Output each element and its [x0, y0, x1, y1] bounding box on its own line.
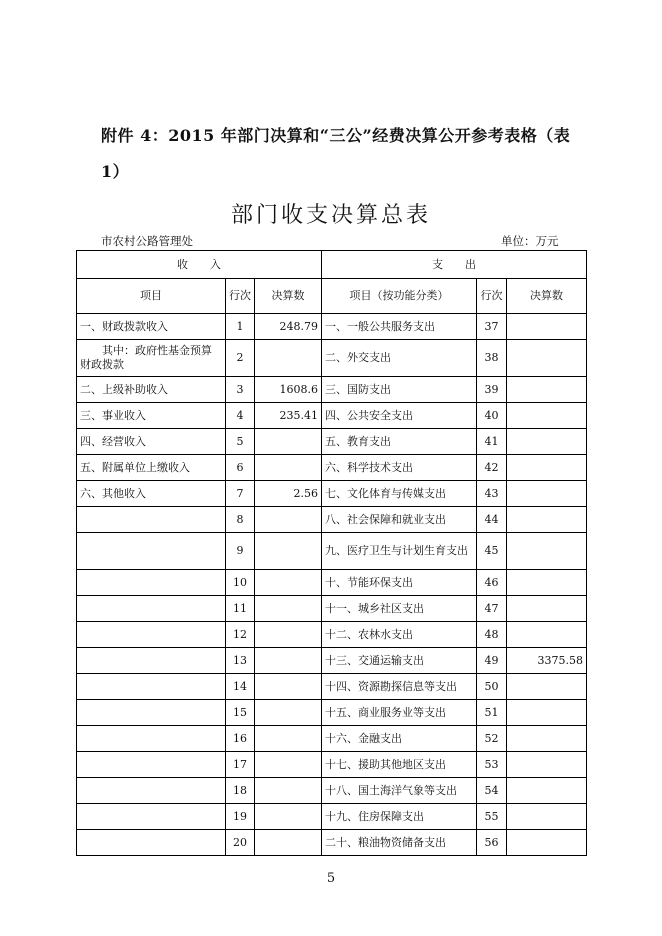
expense-row-no: 53 [477, 752, 507, 778]
page-number: 5 [326, 871, 336, 886]
income-item: 六、其他收入 [77, 481, 226, 507]
expense-row-no: 38 [477, 340, 507, 377]
income-amount [255, 674, 322, 700]
table-row [77, 752, 587, 778]
table-row [77, 314, 587, 340]
income-header: 收 入 [77, 251, 322, 279]
table-row [77, 830, 587, 856]
table-row [77, 507, 587, 533]
expense-row-no: 43 [477, 481, 507, 507]
income-amount [255, 533, 322, 570]
income-row-no: 1 [226, 314, 255, 340]
expense-amount [507, 533, 587, 570]
expense-row-no: 39 [477, 377, 507, 403]
expense-amount [507, 674, 587, 700]
expense-amount [507, 804, 587, 830]
table-row [77, 340, 587, 377]
income-amount [255, 429, 322, 455]
table-row [77, 596, 587, 622]
expense-amount [507, 377, 587, 403]
income-amount [255, 648, 322, 674]
income-item [77, 726, 226, 752]
income-row-no: 11 [226, 596, 255, 622]
income-row-no: 17 [226, 752, 255, 778]
income-item [77, 570, 226, 596]
table-body [77, 251, 587, 856]
expense-row-no: 40 [477, 403, 507, 429]
col-item: 项目 [77, 279, 226, 314]
expense-header: 支 出 [322, 251, 587, 279]
income-row-no: 18 [226, 778, 255, 804]
income-row-no: 4 [226, 403, 255, 429]
table-row [77, 570, 587, 596]
table-row [77, 377, 587, 403]
expense-item: 三、国防支出 [322, 377, 477, 403]
table-row [77, 674, 587, 700]
expense-row-no: 52 [477, 726, 507, 752]
income-amount [255, 778, 322, 804]
income-row-no: 19 [226, 804, 255, 830]
income-item [77, 752, 226, 778]
unit-label: 单位：万元 [501, 234, 559, 248]
section-header-row [77, 251, 587, 279]
income-item [77, 778, 226, 804]
income-amount: 248.79 [255, 314, 322, 340]
expense-item: 五、教育支出 [322, 429, 477, 455]
expense-item: 六、科学技术支出 [322, 455, 477, 481]
expense-amount: 3375.58 [507, 648, 587, 674]
income-amount [255, 726, 322, 752]
table-row [77, 533, 587, 570]
col-row-no: 行次 [226, 279, 255, 314]
income-amount [255, 340, 322, 377]
income-item [77, 533, 226, 570]
income-item [77, 622, 226, 648]
expense-row-no: 46 [477, 570, 507, 596]
income-amount [255, 622, 322, 648]
income-row-no: 9 [226, 533, 255, 570]
expense-item: 十八、国土海洋气象等支出 [322, 778, 477, 804]
expense-item: 十七、援助其他地区支出 [322, 752, 477, 778]
expense-amount [507, 622, 587, 648]
income-amount [255, 804, 322, 830]
income-item: 三、事业收入 [77, 403, 226, 429]
expense-item: 四、公共安全支出 [322, 403, 477, 429]
expense-amount [507, 570, 587, 596]
expense-amount [507, 778, 587, 804]
expense-item: 一、一般公共服务支出 [322, 314, 477, 340]
income-row-no: 20 [226, 830, 255, 856]
unit-name: 市农村公路管理处 [101, 234, 193, 248]
expense-amount [507, 403, 587, 429]
expense-amount [507, 752, 587, 778]
expense-row-no: 51 [477, 700, 507, 726]
table-row [77, 778, 587, 804]
table-row [77, 429, 587, 455]
expense-item: 十六、金融支出 [322, 726, 477, 752]
expense-amount [507, 455, 587, 481]
expense-row-no: 37 [477, 314, 507, 340]
expense-row-no: 45 [477, 533, 507, 570]
expense-row-no: 54 [477, 778, 507, 804]
expense-item: 二、外交支出 [322, 340, 477, 377]
expense-amount [507, 340, 587, 377]
income-amount: 1608.6 [255, 377, 322, 403]
expense-amount [507, 481, 587, 507]
expense-row-no: 44 [477, 507, 507, 533]
income-item [77, 674, 226, 700]
expense-item: 七、文化体育与传媒支出 [322, 481, 477, 507]
expense-amount [507, 726, 587, 752]
income-item [77, 804, 226, 830]
expense-item: 十四、资源勘探信息等支出 [322, 674, 477, 700]
expense-amount [507, 596, 587, 622]
income-amount [255, 570, 322, 596]
income-row-no: 12 [226, 622, 255, 648]
income-amount [255, 596, 322, 622]
expense-row-no: 50 [477, 674, 507, 700]
expense-item: 二十、粮油物资储备支出 [322, 830, 477, 856]
income-row-no: 8 [226, 507, 255, 533]
table-row [77, 804, 587, 830]
income-item [77, 596, 226, 622]
income-item [77, 507, 226, 533]
income-row-no: 7 [226, 481, 255, 507]
table-row [77, 648, 587, 674]
income-row-no: 13 [226, 648, 255, 674]
expense-item: 十九、住房保障支出 [322, 804, 477, 830]
income-row-no: 15 [226, 700, 255, 726]
income-amount [255, 507, 322, 533]
expense-row-no: 56 [477, 830, 507, 856]
expense-item: 八、社会保障和就业支出 [322, 507, 477, 533]
income-item: 二、上级补助收入 [77, 377, 226, 403]
table-row [77, 481, 587, 507]
income-amount [255, 700, 322, 726]
table-row [77, 726, 587, 752]
table-row [77, 455, 587, 481]
table-row [77, 622, 587, 648]
expense-amount [507, 700, 587, 726]
heading-line-2: 1） [101, 162, 130, 181]
table-row [77, 700, 587, 726]
income-amount: 235.41 [255, 403, 322, 429]
col-row-no-2: 行次 [477, 279, 507, 314]
income-item: 一、财政拨款收入 [77, 314, 226, 340]
income-row-no: 2 [226, 340, 255, 377]
column-header-row [77, 279, 587, 314]
income-row-no: 6 [226, 455, 255, 481]
expense-row-no: 42 [477, 455, 507, 481]
expense-item: 十三、交通运输支出 [322, 648, 477, 674]
expense-item: 十五、商业服务业等支出 [322, 700, 477, 726]
col-amount-2: 决算数 [507, 279, 587, 314]
income-item: 四、经营收入 [77, 429, 226, 455]
attachment-heading [101, 118, 571, 190]
table-title: 部门收支决算总表 [230, 203, 431, 228]
income-amount [255, 830, 322, 856]
col-amount: 决算数 [255, 279, 322, 314]
income-row-no: 14 [226, 674, 255, 700]
table-row [77, 403, 587, 429]
expense-row-no: 49 [477, 648, 507, 674]
income-item: 五、附属单位上缴收入 [77, 455, 226, 481]
expense-item: 十一、城乡社区支出 [322, 596, 477, 622]
income-amount: 2.56 [255, 481, 322, 507]
heading-line-1: 附件 4：2015 年部门决算和“三公”经费决算公开参考表格（表 [101, 126, 571, 145]
income-amount [255, 455, 322, 481]
income-item: 其中：政府性基金预算财政拨款 [77, 340, 226, 377]
expense-item: 十、节能环保支出 [322, 570, 477, 596]
income-item [77, 648, 226, 674]
expense-row-no: 48 [477, 622, 507, 648]
income-row-no: 16 [226, 726, 255, 752]
expense-amount [507, 507, 587, 533]
income-row-no: 10 [226, 570, 255, 596]
expense-item: 十二、农林水支出 [322, 622, 477, 648]
budget-summary-table [76, 250, 587, 856]
col-func-item: 项目（按功能分类） [322, 279, 477, 314]
expense-amount [507, 314, 587, 340]
expense-row-no: 55 [477, 804, 507, 830]
expense-row-no: 47 [477, 596, 507, 622]
expense-item: 九、医疗卫生与计划生育支出 [322, 533, 477, 570]
expense-row-no: 41 [477, 429, 507, 455]
income-item [77, 830, 226, 856]
income-amount [255, 752, 322, 778]
income-row-no: 3 [226, 377, 255, 403]
income-row-no: 5 [226, 429, 255, 455]
expense-amount [507, 429, 587, 455]
expense-amount [507, 830, 587, 856]
income-item [77, 700, 226, 726]
